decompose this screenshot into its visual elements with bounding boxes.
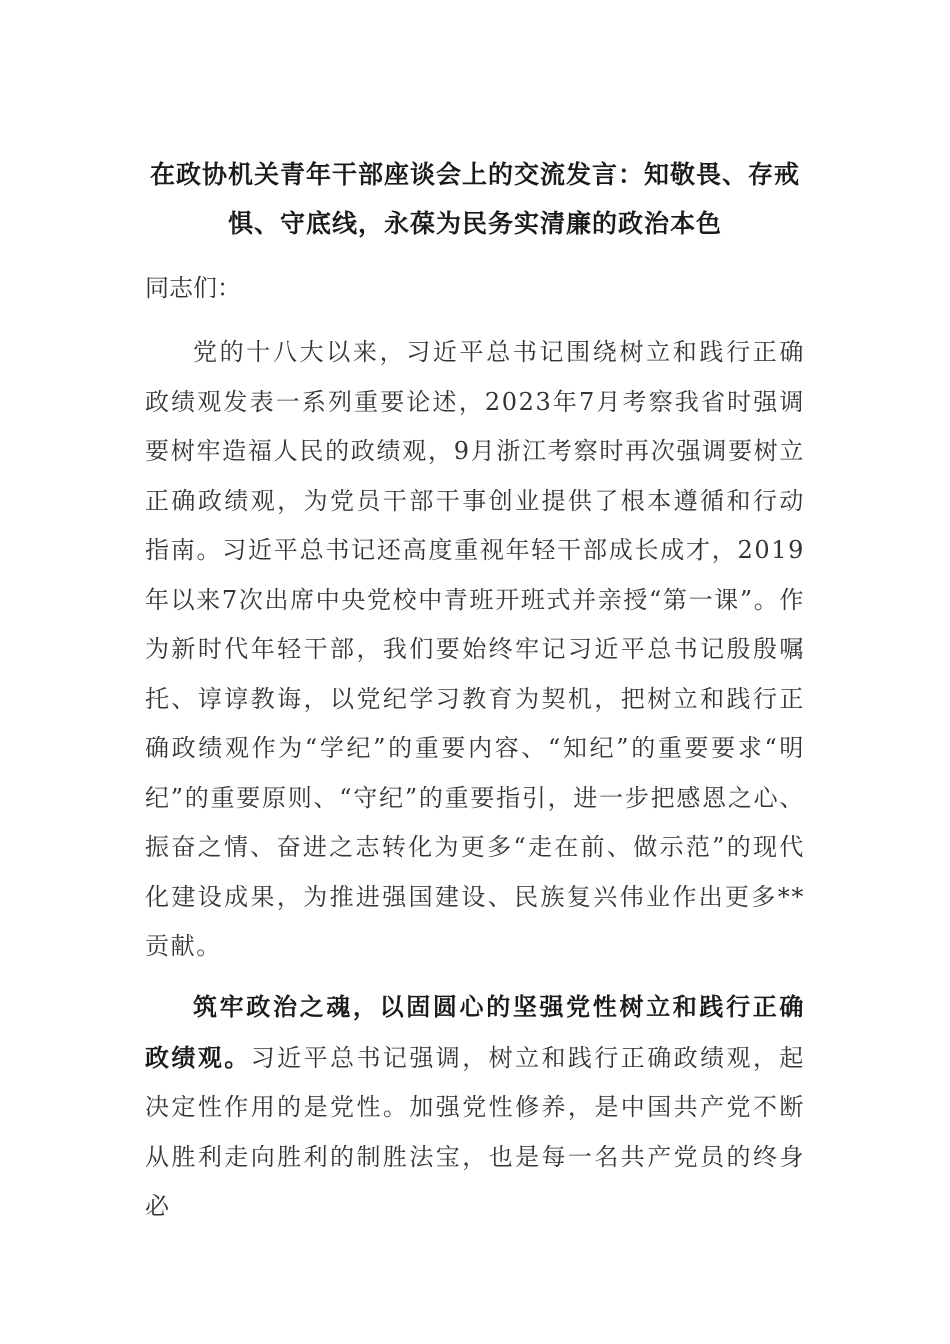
paragraph-section-1-text: 习近平总书记强调，树立和践行正确政绩观，起决定性作用的是党性。加强党性修养，是中国共产党不断从胜利走向胜利的制胜法宝，也是每一名共产党员的终身必: [145, 1043, 805, 1220]
salutation: 同志们：: [145, 274, 241, 302]
document-title: 在政协机关青年干部座谈会上的交流发言：知敬畏、存戒惧、守底线，永葆为民务实清廉的政治本色: [149, 160, 800, 238]
section-heading: 筑牢政治之魂，以固圆心的坚强党性树立和践行正确政绩观。: [145, 992, 805, 1072]
paragraph-intro: [145, 328, 805, 972]
paragraph-intro-text: 党的十八大以来，习近平总书记围绕树立和践行正确政绩观发表一系列重要论述，2023年7月考察我省时强调要树牢造福人民的政绩观，9月浙江考察时再次强调要树立正确政绩观，为党员干部干事创业提供了根本遵循和行动指南。习近平总书记还高度重视年轻干部成长成才，2019年以来7次出席中央党校中青班开班式并亲授“第一课”。作为新时代年轻干部，我们要始终牢记习近平总书记殷殷嘱托、谆谆教诲，以党纪学习教育为契机，把树立和践行正确政绩观作为“学纪”的重要内容、“知纪”的重要要求“明纪”的重要原则、“守纪”的重要指引，进一步把感恩之心、振奋之情、奋进之志转化为更多“走在前、做示范”的现代化建设成果，为推进强国建设、民族复兴伟业作出更多**贡献。: [145, 338, 805, 960]
paragraph-section-1: [145, 982, 805, 1232]
